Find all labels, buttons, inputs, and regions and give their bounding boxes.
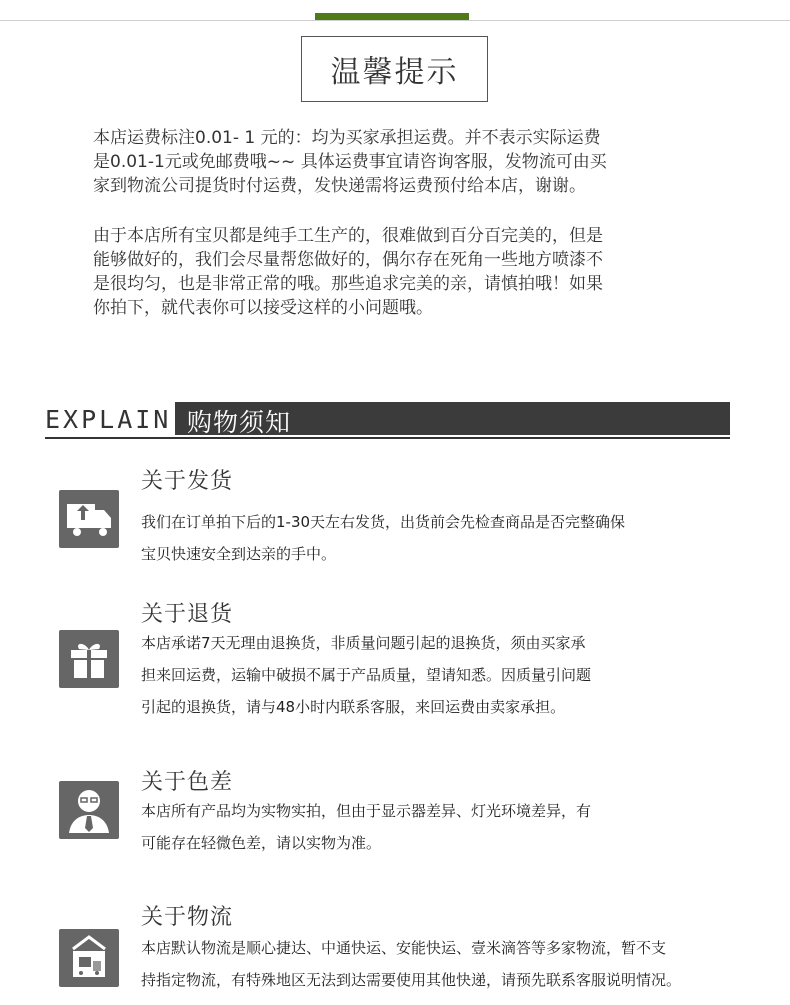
section-line: 宝贝快速安全到达亲的手中。 (141, 545, 337, 563)
shipping-box-icon (59, 929, 119, 987)
section-body (141, 506, 781, 570)
notice-line: 由于本店所有宝贝都是纯手工生产的，很难做到百分百完美的，但是 (93, 226, 603, 246)
explain-header (45, 402, 730, 435)
section-title: 关于物流 (141, 905, 234, 930)
section-color-difference (0, 763, 790, 873)
person-glasses-icon (59, 781, 119, 839)
section-title: 关于退货 (141, 602, 234, 627)
section-body (141, 627, 781, 723)
shipping-fee-notice (93, 126, 723, 198)
notice-line: 是0.01-1元或免邮费哦~~ 具体运费事宜请咨询客服，发物流可由买 (93, 152, 607, 172)
section-line: 我们在订单拍下后的1-30天左右发货，出货前会先检查商品是否完整确保 (141, 513, 626, 531)
section-logistics (0, 898, 790, 1005)
section-line: 本店承诺7天无理由退换货，非质量问题引起的退换货，须由买家承 (141, 634, 586, 652)
section-body (141, 932, 781, 996)
section-line: 本店所有产品均为实物实拍，但由于显示器差异、灯光环境差异，有 (141, 802, 592, 820)
section-body (141, 795, 781, 859)
notice-line: 是很均匀，也是非常正常的哦。那些追求完美的亲，请慎拍哦！如果 (93, 274, 603, 294)
page-title: 温馨提示 (301, 36, 488, 102)
handmade-notice (93, 224, 723, 320)
delivery-truck-icon (59, 490, 119, 548)
section-title: 关于发货 (141, 469, 234, 494)
notice-line: 能够做好的，我们会尽量帮您做好的，偶尔存在死角一些地方喷漆不 (93, 250, 603, 270)
notice-line: 你拍下，就代表你可以接受这样的小问题哦。 (93, 298, 433, 318)
header-divider (0, 20, 790, 21)
notice-line: 家到物流公司提货时付运费，发快递需将运费预付给本店，谢谢。 (93, 176, 586, 196)
gift-box-icon (59, 630, 119, 688)
notice-line: 本店运费标注0.01- 1 元的：均为买家承担运费。并不表示实际运费 (93, 128, 601, 148)
accent-bar (315, 13, 469, 20)
section-line: 可能存在轻微色差，请以实物为准。 (141, 834, 382, 852)
explain-label: EXPLAIN (45, 405, 172, 434)
explain-underline (45, 437, 730, 439)
section-line: 持指定物流，有特殊地区无法到达需要使用其他快递，请预先联系客服说明情况。 (141, 971, 682, 989)
section-line: 本店默认物流是顺心捷达、中通快运、安能快运、壹米滴答等多家物流，暂不支 (141, 939, 667, 957)
section-title: 关于色差 (141, 770, 234, 795)
section-returns (0, 595, 790, 735)
section-line: 引起的退换货，请与48小时内联系客服，来回运费由卖家承担。 (141, 698, 566, 716)
section-line: 担来回运费，运输中破损不属于产品质量，望请知悉。因质量引问题 (141, 666, 592, 684)
shopping-notice-title: 购物须知 (187, 408, 292, 437)
explain-title-bar (175, 402, 730, 435)
section-delivery (0, 460, 790, 570)
